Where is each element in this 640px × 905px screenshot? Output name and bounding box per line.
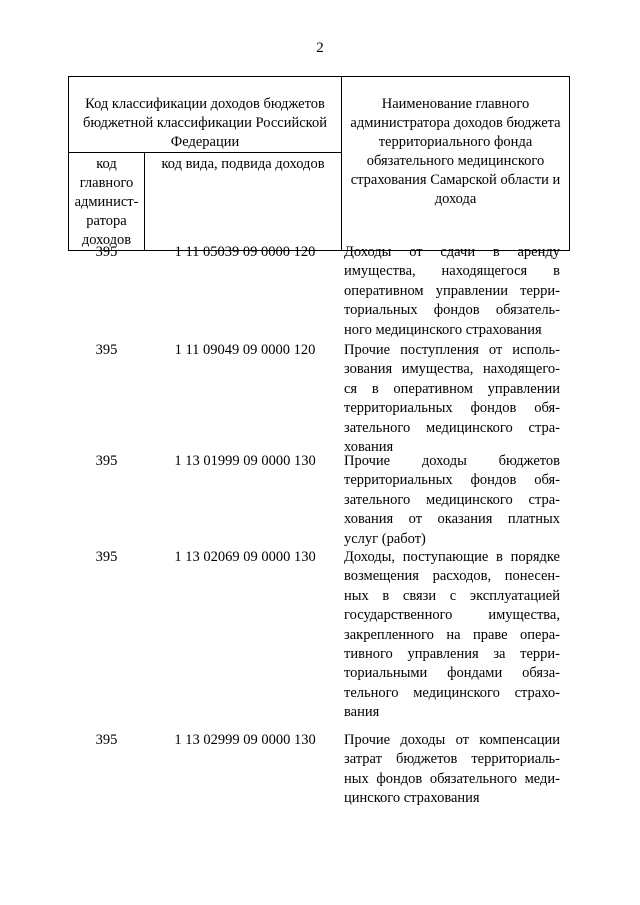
name-line: цинского страхования [344, 790, 480, 807]
income-name-cell [344, 731, 560, 809]
name-line: Прочие доходы бюджетов [344, 453, 560, 469]
income-name-cell [344, 548, 560, 723]
income-code-cell: 1 11 09049 09 0000 120 [174, 342, 316, 358]
name-line: зательного медицинского стра- [344, 491, 560, 508]
name-line: оперативном управлении терри- [344, 282, 560, 299]
name-line: Доходы от сдачи в аренду [344, 244, 560, 260]
header-classification-code-text: Код классификации доходов бюджетов бюджетной классификации Российской Федерации [83, 96, 327, 150]
income-code-cell: 1 13 01999 09 0000 130 [174, 453, 316, 469]
header-administrator-name [342, 77, 570, 251]
name-line: Прочие доходы от компенсации [344, 732, 560, 748]
header-admin-code [69, 153, 145, 251]
name-line: ся в оперативном управлении [344, 380, 560, 397]
income-name-cell [344, 452, 560, 549]
name-line: ных фондов обязательного меди- [344, 770, 560, 787]
name-line: вания [344, 704, 380, 721]
name-line: хования от оказания платных [344, 511, 560, 528]
header-classification-code [69, 77, 342, 153]
name-line: зательного медицинского стра- [344, 419, 560, 436]
income-name-cell [344, 341, 560, 457]
name-line: тивного управления за терри- [344, 646, 560, 663]
header-administrator-name-text: Наименование главного администратора доходов бюджета территориального фонда обязательного медицинского страхования Самарской области и дохода [350, 96, 561, 207]
income-code-cell: 1 13 02069 09 0000 130 [174, 549, 316, 565]
income-name-cell [344, 243, 560, 340]
name-line: государственного имущества, [344, 607, 560, 624]
name-line: ториальными фондами обяза- [344, 665, 560, 682]
header-type-code [145, 153, 342, 251]
admin-code-cell: 395 [95, 453, 118, 469]
name-line: зования имущества, находящего- [344, 361, 560, 378]
income-code-cell: 1 13 02999 09 0000 130 [174, 732, 316, 748]
name-line: имущества, находящегося в [344, 263, 560, 280]
name-line: хования [344, 439, 394, 456]
name-line: закрепленного на праве опера- [344, 626, 560, 643]
name-line: территориальных фондов обя- [344, 472, 560, 489]
admin-code-cell: 395 [95, 732, 118, 748]
name-line: затрат бюджетов территориаль- [344, 751, 560, 768]
name-line: тельного медицинского страхо- [344, 684, 560, 701]
income-code-cell: 1 11 05039 09 0000 120 [174, 244, 316, 260]
admin-code-cell: 395 [95, 342, 118, 358]
header-admin-code-text: код главного админист-ратора доходов [74, 156, 139, 248]
page-number: 2 [316, 40, 324, 56]
admin-code-cell: 395 [95, 549, 118, 565]
name-line: территориальных фондов обя- [344, 400, 560, 417]
name-line: возмещения расходов, понесен- [344, 568, 560, 585]
name-line: услуг (работ) [344, 530, 426, 547]
name-line: ториальных фондов обязатель- [344, 302, 560, 319]
header-type-code-text: код вида, подвида доходов [161, 156, 325, 172]
name-line: ного медицинского страхования [344, 321, 542, 338]
admin-code-cell: 395 [95, 244, 118, 260]
table-header [68, 76, 570, 251]
name-line: ных в связи с эксплуатацией [344, 587, 560, 604]
name-line: Доходы, поступающие в порядке [344, 549, 560, 565]
name-line: Прочие поступления от исполь- [344, 342, 560, 358]
